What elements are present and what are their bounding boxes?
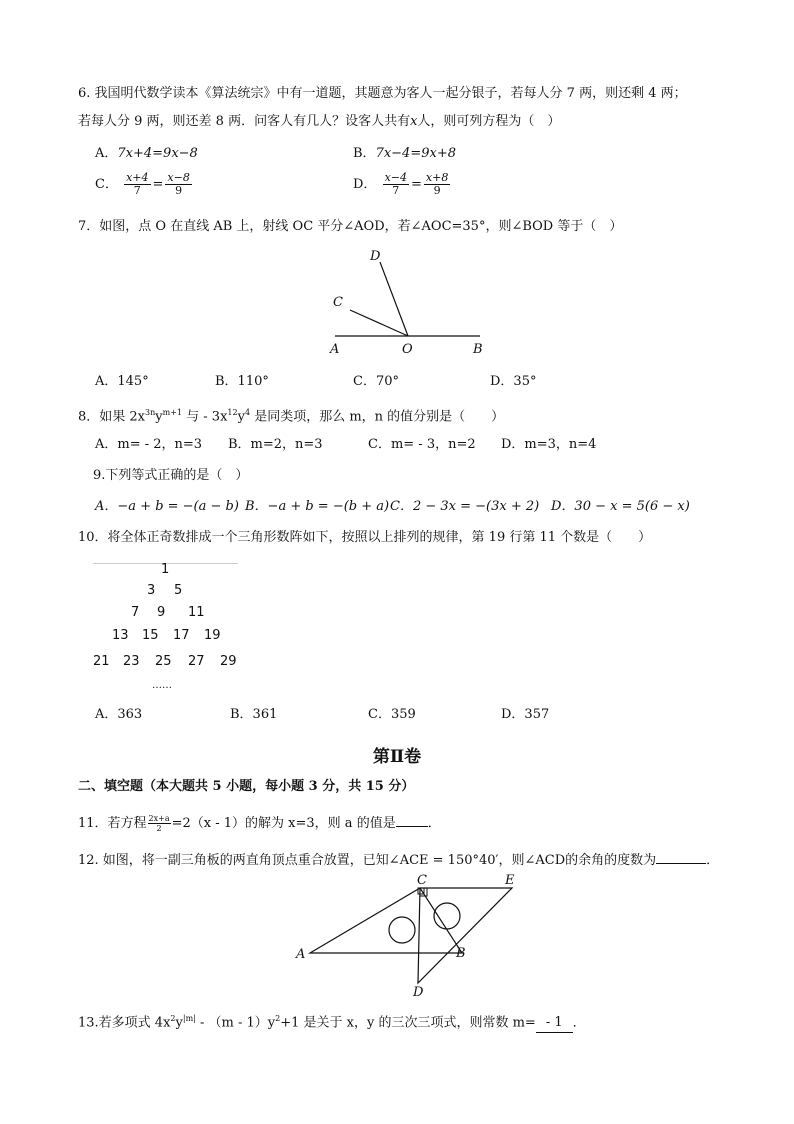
q6-line2: 若每人分 9 两，则还差 8 两．问客人有几人？设客人共有x人，则可列方程为（ ）: [78, 114, 561, 129]
q8-option-b: B．m=2，n=3: [228, 437, 323, 452]
q6-option-c: C． $\frac{x+4}{7}$ = $\frac{x-8}{9}$: [95, 171, 190, 197]
triangle-number: 19: [204, 628, 221, 643]
q10-option-b: B．361: [230, 707, 278, 722]
q6-option-d: D． $\frac{x-4}{7}$ = $\frac{x+8}{9}$: [353, 171, 449, 197]
q6-option-b: B．7x−4=9x+8: [353, 146, 456, 161]
section-title: 第Ⅱ卷: [372, 747, 422, 767]
label-d: D: [413, 985, 424, 1000]
triangle-number: 1: [161, 562, 170, 577]
ellipsis: ……: [152, 680, 172, 691]
circle-hole: [389, 917, 415, 943]
triangle-number: 7: [131, 605, 140, 620]
q8-option-a: A．m= - 2，n=3: [95, 437, 203, 452]
q8-text: 8．如果 $2x^{3n}y^{m+1}$ 与 - $3x^{12}y^4$ 是同类项，那么 m，n 的值分别是（ ）: [78, 408, 505, 425]
label-a: A: [296, 947, 306, 962]
label-c: C: [417, 873, 427, 888]
triangle-number: 21: [93, 654, 110, 669]
q9-option-d: D．30 − x = 5(6 − x): [551, 499, 690, 514]
triangle-number: 5: [174, 583, 183, 598]
triangle-number: 29: [220, 654, 237, 669]
q10-option-c: C．359: [368, 707, 416, 722]
label-d: D: [370, 249, 381, 264]
triangle-number: 3: [147, 583, 156, 598]
q7-text: 7．如图，点 O 在直线 AB 上，射线 OC 平分∠AOD，若∠AOC=35°，则∠BOD 等于（ ）: [78, 219, 623, 234]
label-b: B: [473, 342, 483, 357]
q11-text: 11．若方程 $\frac{2x+a}{2}$ =2（x - 1）的解为 x=3，则 a 的值是 ．: [78, 814, 441, 833]
q6-option-a: A．7x+4=9x−8: [95, 146, 198, 161]
fraction: $\frac{2x+a}{2}$: [148, 814, 170, 833]
q7-option-a: A．145°: [95, 374, 149, 389]
fraction: $\frac{x-4}{7}$: [384, 171, 407, 197]
q7-option-d: D．35°: [490, 374, 537, 389]
triangle-number: 17: [173, 628, 190, 643]
q13-text: 13.若多项式 $4x^2y^{|m|} - (m - 1)y^2+1$ 是关于 x，y 的三次三项式，则常数 m=- 1．: [78, 1010, 586, 1033]
q6-line1: 6. 我国明代数学读本《算法统宗》中有一道题，其题意为客人一起分银子，若每人分 7 两，则还剩 4 两；: [78, 86, 687, 101]
q12-text: 12. 如图，将一副三角板的两直角顶点重合放置，已知∠ACE = 150°40′，则∠ACD的余角的度数为 ．: [78, 853, 720, 868]
q12-figure: [290, 870, 530, 1000]
section-heading: 二、填空题（本大题共 5 小题，每小题 3 分，共 15 分）: [78, 779, 415, 794]
triangle-number: 15: [142, 628, 159, 643]
answer-value: - 1: [536, 1014, 573, 1033]
q7-figure: [320, 240, 500, 360]
q9-text: 9.下列等式正确的是（ ）: [93, 468, 249, 483]
q10-option-d: D．357: [501, 707, 550, 722]
label-e: E: [505, 873, 515, 888]
fraction: $\frac{x+8}{9}$: [425, 171, 449, 197]
label-o: O: [402, 342, 413, 357]
q9-option-b: B．−a + b = −(b + a): [245, 499, 390, 514]
q10-option-a: A．363: [95, 707, 143, 722]
triangle-number: 23: [123, 654, 140, 669]
q8-option-d: D．m=3，n=4: [501, 437, 597, 452]
label-a: A: [330, 342, 340, 357]
q7-option-b: B．110°: [215, 374, 269, 389]
fraction: $\frac{x-8}{9}$: [167, 171, 190, 197]
q9-option-c: C．2 − 3x = −(3x + 2): [390, 499, 540, 514]
triangle-number: 9: [157, 605, 166, 620]
triangle-number: 27: [188, 654, 205, 669]
triangle-acb: [310, 888, 462, 953]
answer-blank: [396, 826, 428, 827]
triangle-number: 11: [188, 605, 205, 620]
q10-text: 10．将全体正奇数排成一个三角形数阵如下，按照以上排列的规律，第 19 行第 11 个数是（ ）: [78, 530, 652, 545]
q9-option-a: A．−a + b = −(a − b): [95, 499, 239, 514]
fraction: $\frac{x+4}{7}$: [126, 171, 149, 197]
label-b: B: [456, 946, 466, 961]
triangle-number: 13: [112, 628, 129, 643]
triangle-number: 25: [155, 654, 172, 669]
label-c: C: [333, 295, 343, 310]
triangle-ced: [418, 888, 512, 983]
answer-blank: [656, 863, 706, 864]
q8-option-c: C．m= - 3，n=2: [368, 437, 476, 452]
q7-option-c: C．70°: [353, 374, 399, 389]
